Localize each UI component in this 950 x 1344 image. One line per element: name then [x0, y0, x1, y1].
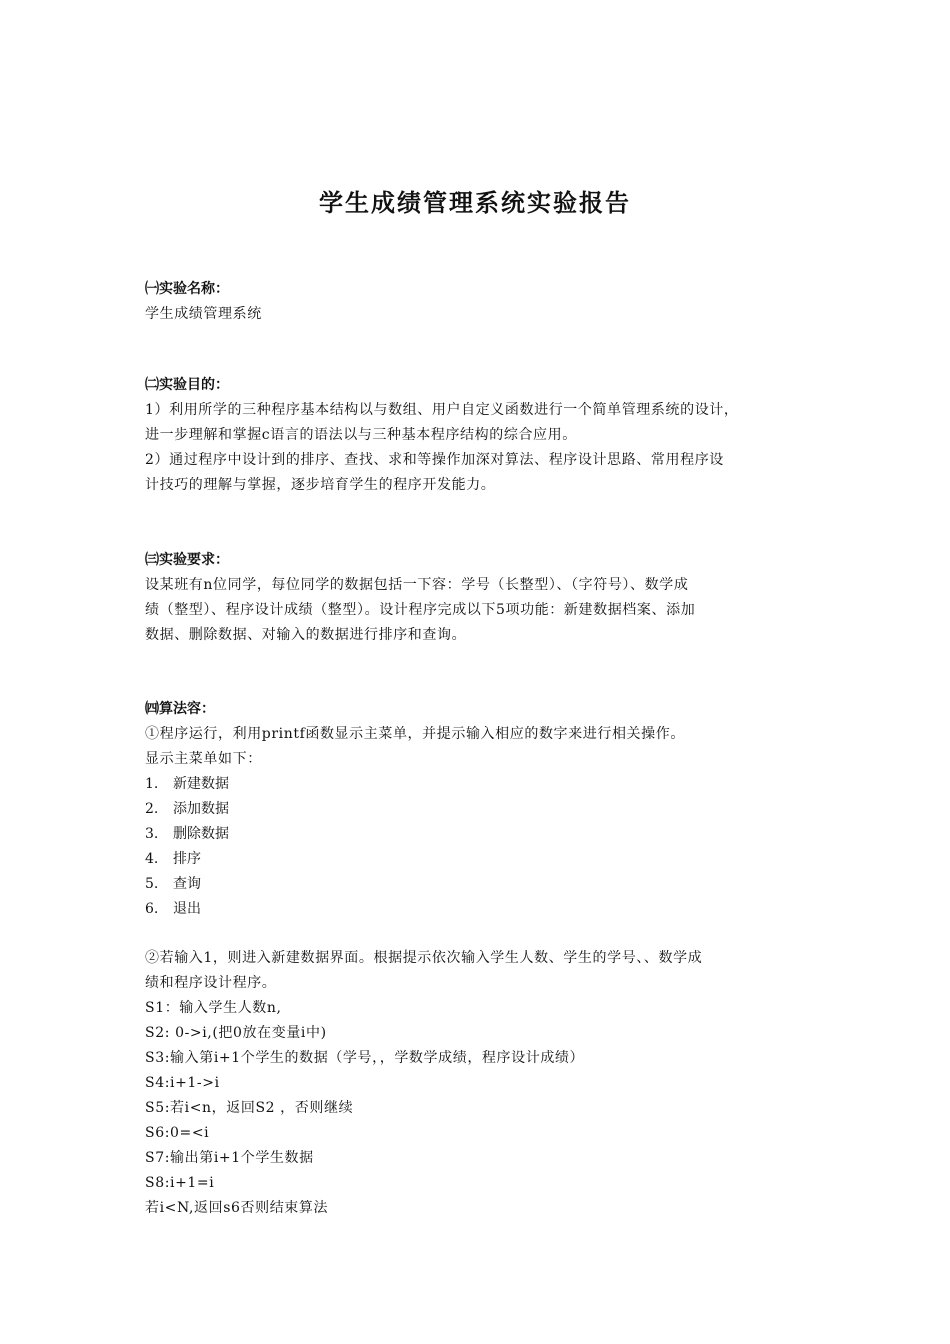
paragraph-line: ①程序运行，利用printf函数显示主菜单，并提示输入相应的数字来进行相关操作。 [145, 726, 685, 742]
menu-list-item [145, 847, 825, 872]
menu-item-label: 删除数据 [173, 826, 229, 842]
algorithm-step: S1：输入学生人数n, [145, 1000, 282, 1016]
menu-item-label: 新建数据 [173, 776, 229, 792]
menu-item-label: 退出 [173, 901, 201, 917]
algorithm-step: ②若输入1，则进入新建数据界面。根据提示依次输入学生人数、学生的学号、、数学成 [145, 950, 703, 966]
paragraph-line: 2）通过程序中设计到的排序、查找、求和等操作加深对算法、程序设计思路、常用程序设 [145, 452, 724, 468]
menu-item-number: 2. [145, 801, 159, 817]
menu-item-number: 6. [145, 901, 159, 917]
section-heading: ㈢实验要求： [145, 552, 229, 568]
algorithm-step: S2: 0->i,(把0放在变量i中) [145, 1025, 327, 1041]
section-experiment-requirements [145, 548, 825, 648]
algorithm-step: S6:0=<i [145, 1125, 210, 1141]
algorithm-step: 若i<N,返回s6否则结束算法 [145, 1200, 329, 1216]
menu-item-number: 4. [145, 851, 159, 867]
menu-list-item [145, 897, 825, 922]
paragraph-line: 绩（整型）、程序设计成绩（整型）。设计程序完成以下5项功能：新建数据档案、添加 [145, 602, 696, 618]
menu-list-item [145, 772, 825, 797]
paragraph-line: 1）利用所学的三种程序基本结构以与数组、用户自定义函数进行一个简单管理系统的设计， [145, 402, 739, 418]
paragraph-line: 显示主菜单如下： [145, 751, 262, 767]
algorithm-step: S7:输出第i+1个学生数据 [145, 1150, 314, 1166]
section-experiment-purpose [145, 373, 825, 498]
menu-item-label: 查询 [173, 876, 201, 892]
menu-item-label: 添加数据 [173, 801, 229, 817]
menu-list-item [145, 872, 825, 897]
algorithm-step: S8:i+1=i [145, 1175, 215, 1191]
algorithm-step: 绩和程序设计程序。 [145, 975, 277, 991]
algorithm-step: S5:若i<n，返回S2 ，否则继续 [145, 1100, 354, 1116]
section-heading: ㈠实验名称： [145, 281, 229, 297]
section-experiment-name [145, 277, 825, 327]
menu-item-number: 3. [145, 826, 159, 842]
paragraph-line: 进一步理解和掌握c语言的语法以与三种基本程序结构的综合应用。 [145, 427, 577, 443]
algorithm-step: S4:i+1->i [145, 1075, 220, 1091]
main-menu-list [145, 772, 825, 922]
paragraph-line: 学生成绩管理系统 [145, 306, 262, 322]
section-heading: ㈣算法容： [145, 701, 215, 717]
menu-list-item [145, 822, 825, 847]
menu-item-number: 5. [145, 876, 159, 892]
document-title: 学生成绩管理系统实验报告 [319, 189, 631, 217]
section-heading: ㈡实验目的： [145, 377, 229, 393]
menu-list-item [145, 797, 825, 822]
spacer [145, 922, 825, 946]
paragraph-line: 计技巧的理解与掌握，逐步培育学生的程序开发能力。 [145, 477, 496, 493]
menu-item-number: 1. [145, 776, 159, 792]
paragraph-line: 设某班有n位同学，每位同学的数据包括一下容：学号（长整型）、（字符号）、数学成 [145, 577, 689, 593]
algorithm-step: S3:输入第i+1个学生的数据（学号，，学数学成绩，程序设计成绩） [145, 1050, 585, 1066]
section-algorithm [145, 697, 825, 1221]
paragraph-line: 数据、删除数据、对输入的数据进行排序和查询。 [145, 627, 467, 643]
menu-item-label: 排序 [173, 851, 201, 867]
